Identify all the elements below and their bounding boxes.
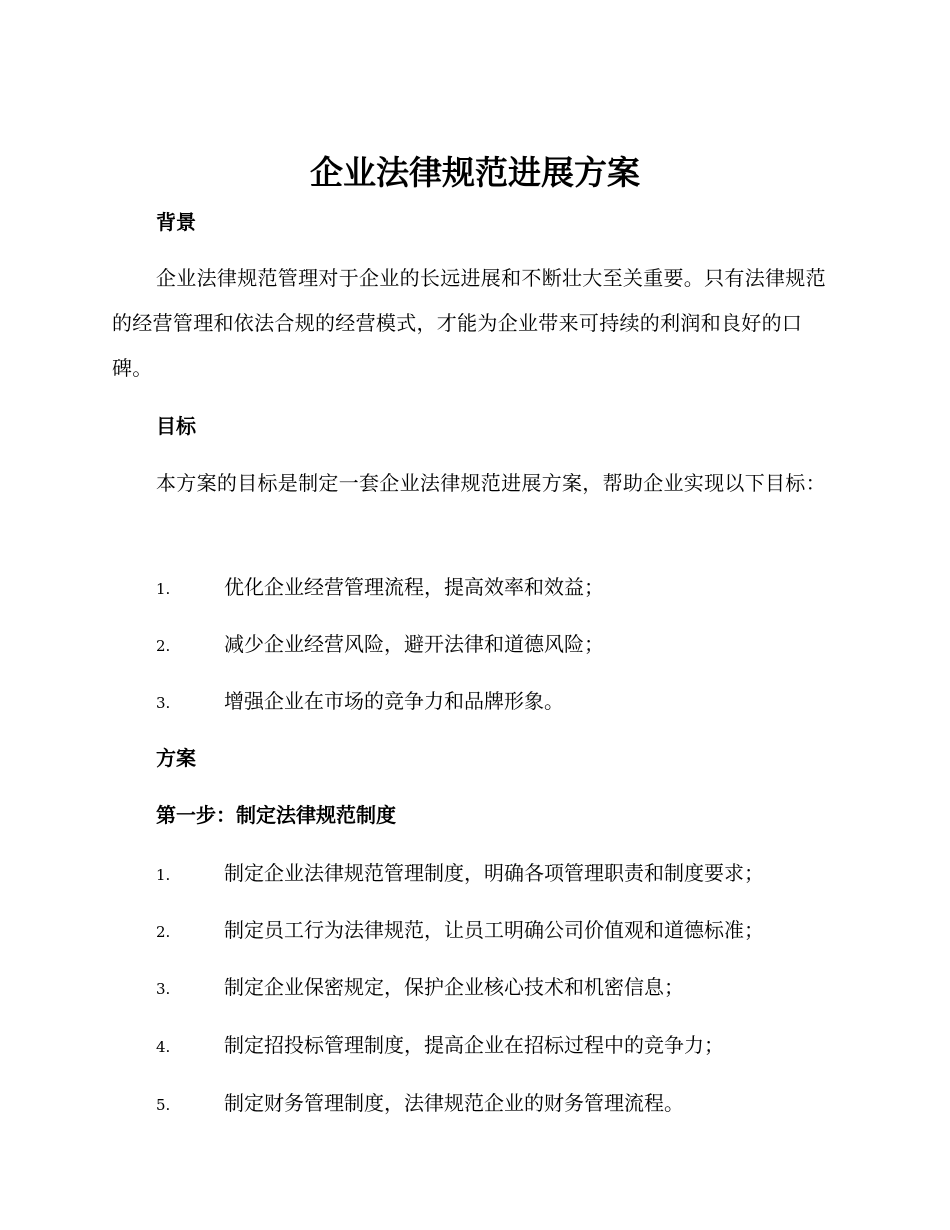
section-heading-plan: 方案: [156, 746, 196, 770]
step1-item-text: 制定员工行为法律规范，让员工明确公司价值观和道德标准；: [224, 918, 764, 942]
background-paragraph: 企业法律规范管理对于企业的长远进展和不断壮大至关重要。只有法律规范的经营管理和依法合规的经营模式，才能为企业带来可持续的利润和良好的口碑。: [112, 266, 826, 380]
step1-item-number: 3.: [156, 980, 171, 998]
step1-heading: 第一步：制定法律规范制度: [156, 803, 396, 827]
step1-item-text: 制定财务管理制度，法律规范企业的财务管理流程。: [224, 1091, 684, 1115]
goal-item-number: 3.: [156, 694, 171, 712]
section-heading-goals: 目标: [156, 414, 196, 438]
step1-item-number: 4.: [156, 1038, 171, 1056]
step1-item-number: 1.: [156, 866, 171, 884]
goal-item-number: 2.: [156, 637, 171, 655]
step1-item-number: 5.: [156, 1096, 171, 1114]
goal-item-text: 减少企业经营风险，避开法律和道德风险；: [224, 632, 604, 656]
step1-item-text: 制定企业保密规定，保护企业核心技术和机密信息；: [224, 975, 684, 999]
section-heading-background: 背景: [156, 210, 196, 234]
step1-item-text: 制定企业法律规范管理制度，明确各项管理职责和制度要求；: [224, 861, 764, 885]
step1-item-number: 2.: [156, 923, 171, 941]
goal-item-number: 1.: [156, 580, 171, 598]
document-title: 企业法律规范进展方案: [310, 153, 640, 192]
goal-item-text: 优化企业经营管理流程，提高效率和效益；: [224, 575, 604, 599]
goals-paragraph: 本方案的目标是制定一套企业法律规范进展方案，帮助企业实现以下目标：: [156, 471, 826, 495]
step1-item-text: 制定招投标管理制度，提高企业在招标过程中的竞争力；: [224, 1033, 724, 1057]
goal-item-text: 增强企业在市场的竞争力和品牌形象。: [224, 689, 564, 713]
